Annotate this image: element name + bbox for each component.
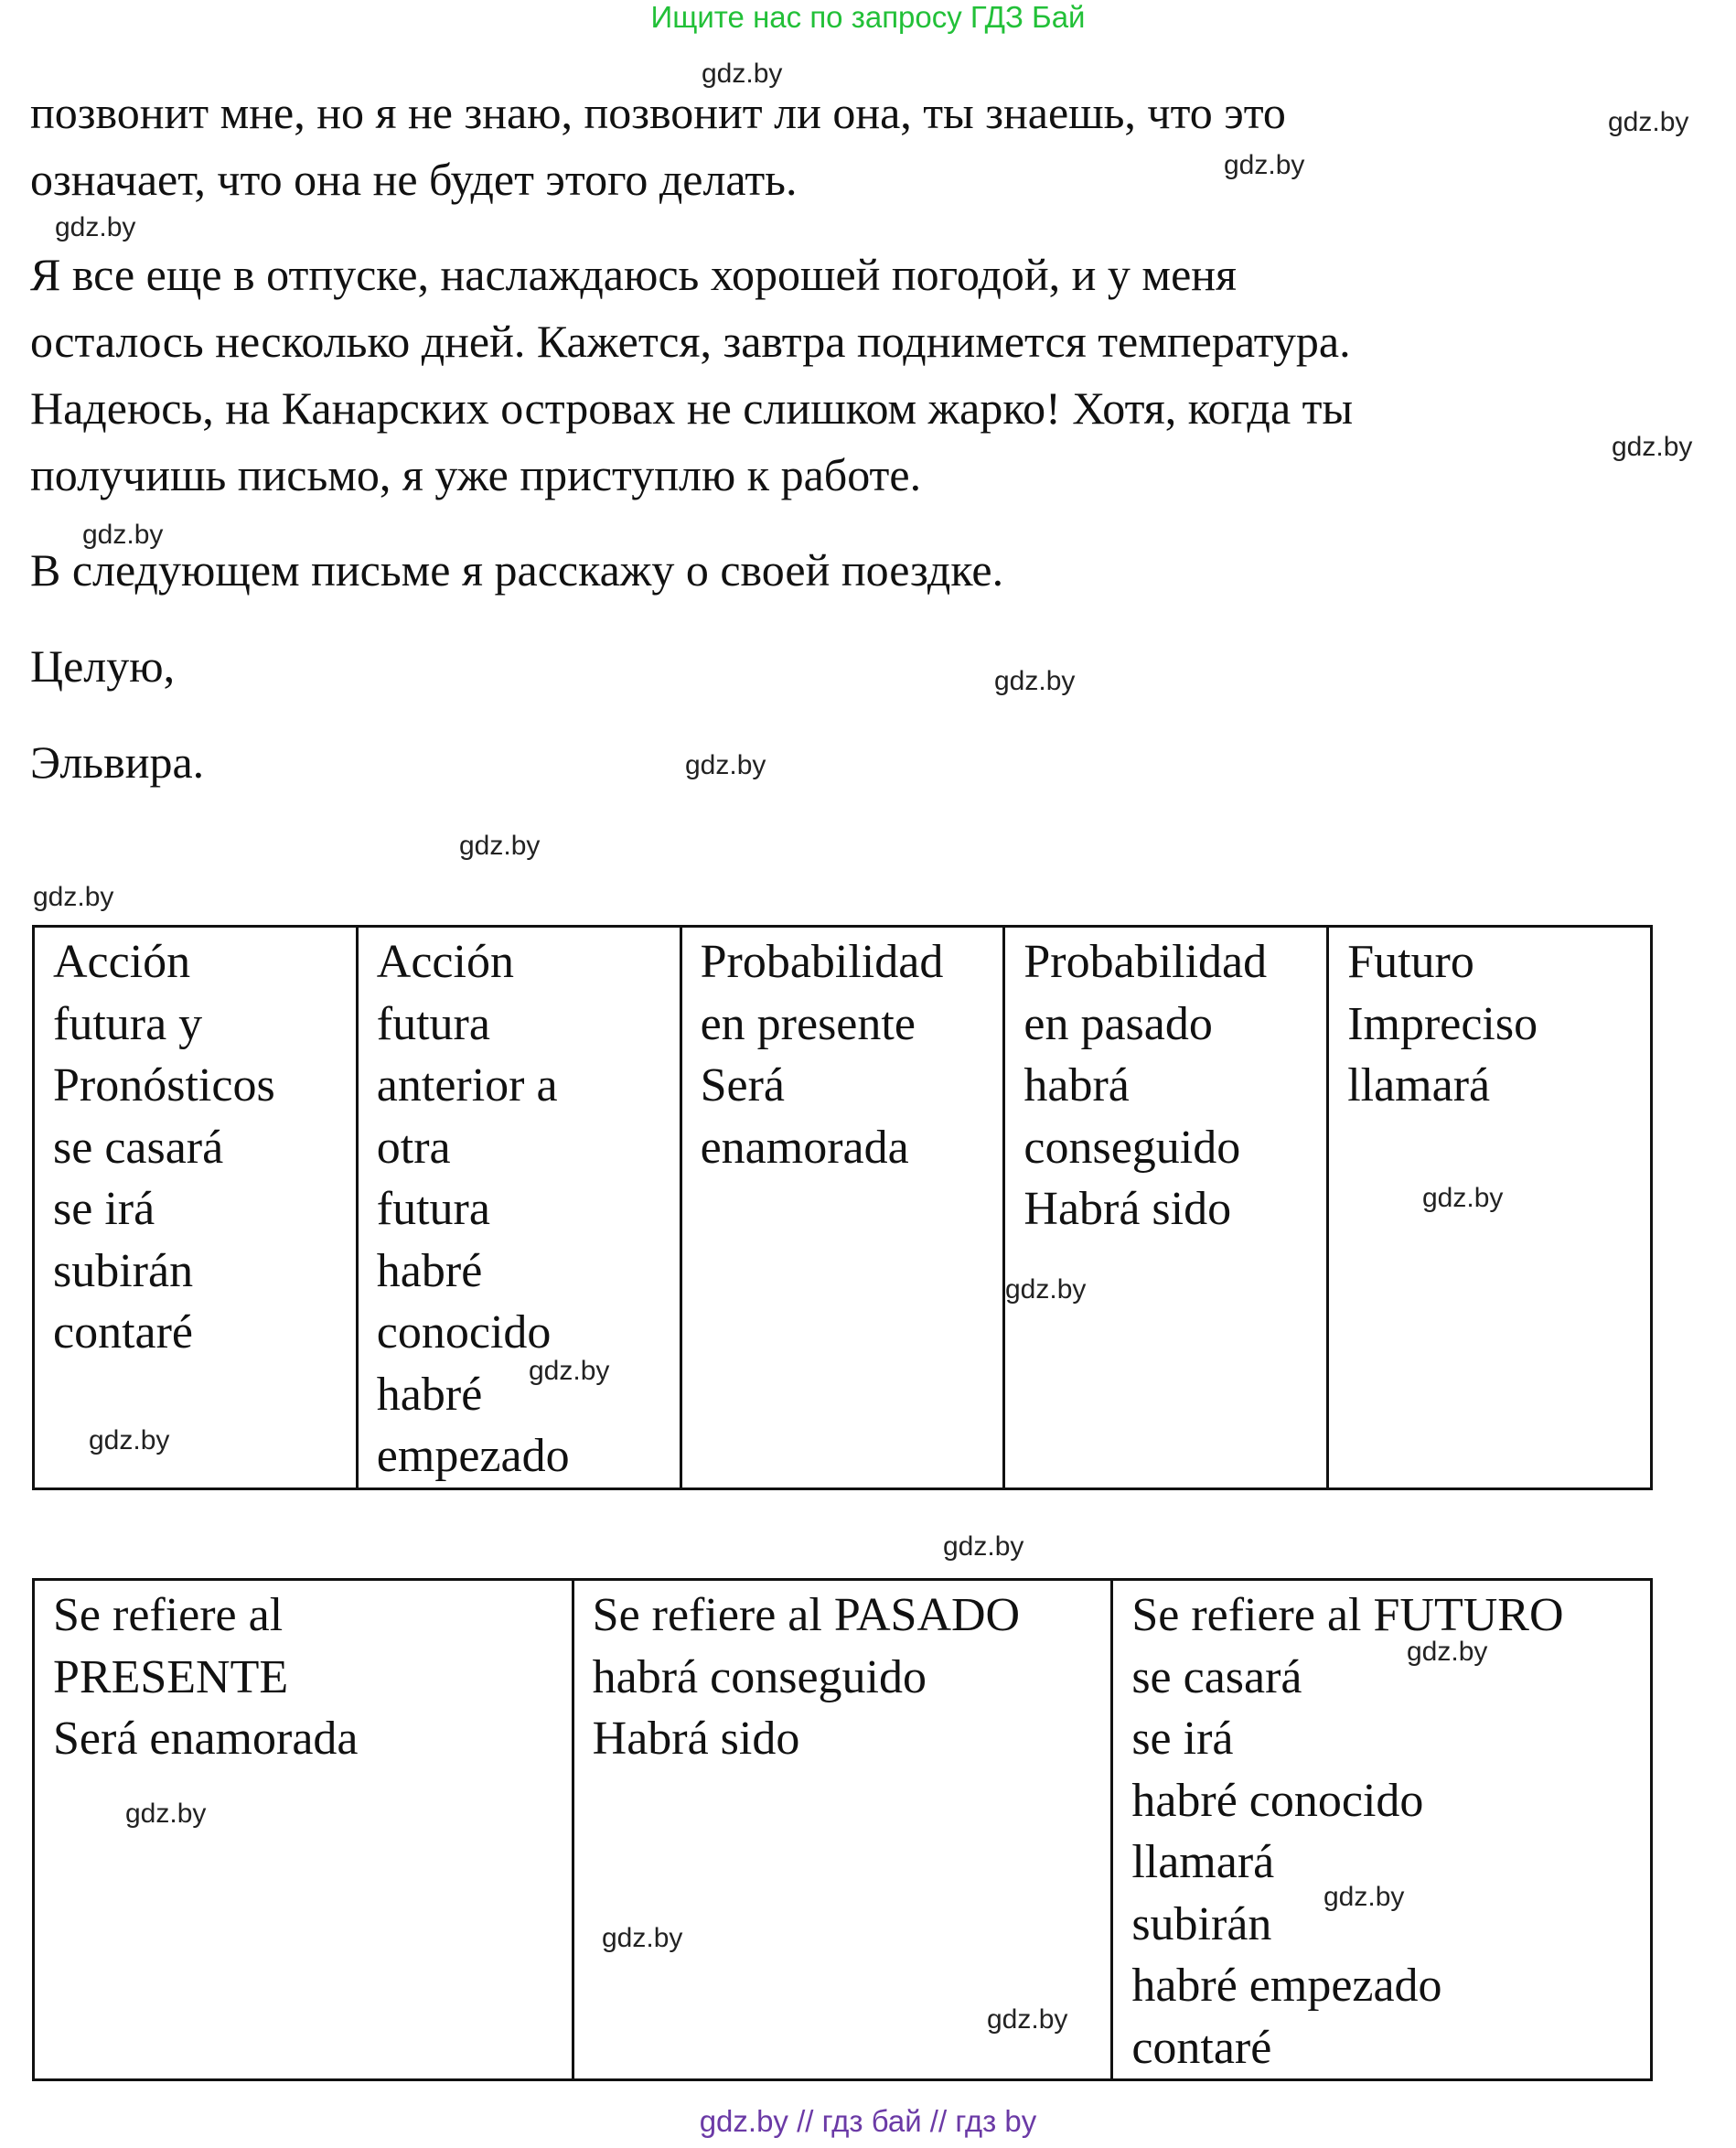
cell-line: empezado — [376, 1430, 570, 1482]
cell-line: se casará — [1131, 1650, 1302, 1703]
footer-links[interactable]: gdz.by // гдз бай // гдз by — [699, 2104, 1037, 2138]
cell-line: Habrá sido — [592, 1713, 800, 1765]
cell-line: enamorada — [700, 1121, 909, 1174]
watermark: gdz.by — [1005, 1274, 1087, 1305]
watermark: gdz.by — [702, 59, 783, 89]
watermark: gdz.by — [1323, 1882, 1405, 1912]
table1-cell — [1004, 927, 1328, 1489]
cell-line: futura — [376, 1183, 490, 1235]
cell-line: llamará — [1347, 1059, 1491, 1112]
cell-line: en pasado — [1023, 997, 1213, 1050]
cell-line: contaré — [53, 1306, 194, 1359]
watermark: gdz.by — [529, 1356, 610, 1386]
letter-line: означает, что она не будет этого делать. — [30, 154, 798, 205]
letter-line: Я все еще в отпуске, наслаждаюсь хорошей погодой, и у меня — [30, 249, 1238, 300]
watermark: gdz.by — [459, 831, 541, 861]
table2-cell — [1112, 1580, 1652, 2080]
watermark: gdz.by — [994, 666, 1076, 696]
cell-line: en presente — [700, 997, 916, 1050]
cell-line: Habrá sido — [1023, 1183, 1232, 1235]
table1-cell — [680, 927, 1004, 1489]
cell-line: Se refiere al PASADO — [592, 1589, 1021, 1641]
cell-line: llamará — [1131, 1836, 1275, 1888]
watermark: gdz.by — [602, 1923, 683, 1953]
letter-line: Надеюсь, на Канарских островах не слишком жарко! Хотя, когда ты — [30, 382, 1354, 434]
cell-line: PRESENTE — [53, 1650, 289, 1703]
search-banner[interactable]: Ищите нас по запросу ГДЗ Бай — [650, 0, 1086, 34]
cell-line: habré conocido — [1131, 1774, 1424, 1827]
watermark: gdz.by — [125, 1799, 207, 1829]
cell-line: Será enamorada — [53, 1713, 359, 1765]
table2-cell — [34, 1580, 573, 2080]
cell-line: Pronósticos — [53, 1059, 275, 1112]
cell-line: habrá conseguido — [592, 1650, 927, 1703]
letter-line: получишь письмо, я уже приступлю к работе. — [30, 449, 922, 500]
cell-line: futura y — [53, 997, 203, 1050]
watermark: gdz.by — [943, 1531, 1024, 1562]
cell-line: futura — [376, 997, 490, 1050]
watermark: gdz.by — [1608, 107, 1689, 137]
cell-line: subirán — [1131, 1897, 1272, 1950]
cell-line: Probabilidad — [1023, 936, 1268, 988]
cell-line: conocido — [376, 1306, 552, 1359]
cell-line: habré empezado — [1131, 1960, 1442, 2012]
watermark: gdz.by — [55, 212, 136, 242]
cell-line: habrá — [1023, 1059, 1130, 1112]
table1-cell — [357, 927, 680, 1489]
watermark: gdz.by — [685, 750, 766, 780]
cell-line: subirán — [53, 1244, 194, 1297]
cell-line: Impreciso — [1347, 997, 1538, 1050]
cell-line: Acción — [53, 936, 191, 988]
cell-line: se irá — [1131, 1713, 1234, 1765]
watermark: gdz.by — [89, 1425, 170, 1455]
letter-signature: Эльвира. — [30, 736, 205, 788]
cell-line: Futuro — [1347, 936, 1474, 988]
watermark: gdz.by — [1224, 150, 1305, 180]
table1-cell — [34, 927, 358, 1489]
watermark: gdz.by — [33, 882, 114, 912]
cell-line: Acción — [376, 936, 514, 988]
cell-line: se irá — [53, 1183, 155, 1235]
watermark: gdz.by — [82, 520, 164, 550]
watermark: gdz.by — [987, 2004, 1068, 2035]
watermark: gdz.by — [1422, 1183, 1504, 1213]
cell-line: se casará — [53, 1121, 224, 1174]
cell-line: Se refiere al — [53, 1589, 284, 1641]
tense-usage-table — [32, 925, 1653, 1490]
cell-line: contaré — [1131, 2021, 1272, 2074]
letter-closing: Целую, — [30, 640, 176, 692]
letter-line: В следующем письме я расскажу о своей поездке. — [30, 544, 1004, 596]
letter-line: осталось несколько дней. Кажется, завтра поднимется температура. — [30, 316, 1351, 367]
cell-line: Probabilidad — [700, 936, 944, 988]
cell-line: habré — [376, 1244, 483, 1297]
watermark: gdz.by — [1612, 432, 1693, 462]
cell-line: Se refiere al FUTURO — [1131, 1589, 1564, 1641]
cell-line: Será — [700, 1059, 785, 1112]
watermark: gdz.by — [1407, 1637, 1488, 1667]
cell-line: conseguido — [1023, 1121, 1241, 1174]
cell-line: otra — [376, 1121, 451, 1174]
letter-line: позвонит мне, но я не знаю, позвонит ли она, ты знаешь, что это — [30, 87, 1286, 138]
cell-line: anterior a — [376, 1059, 558, 1112]
cell-line: habré — [376, 1368, 483, 1421]
